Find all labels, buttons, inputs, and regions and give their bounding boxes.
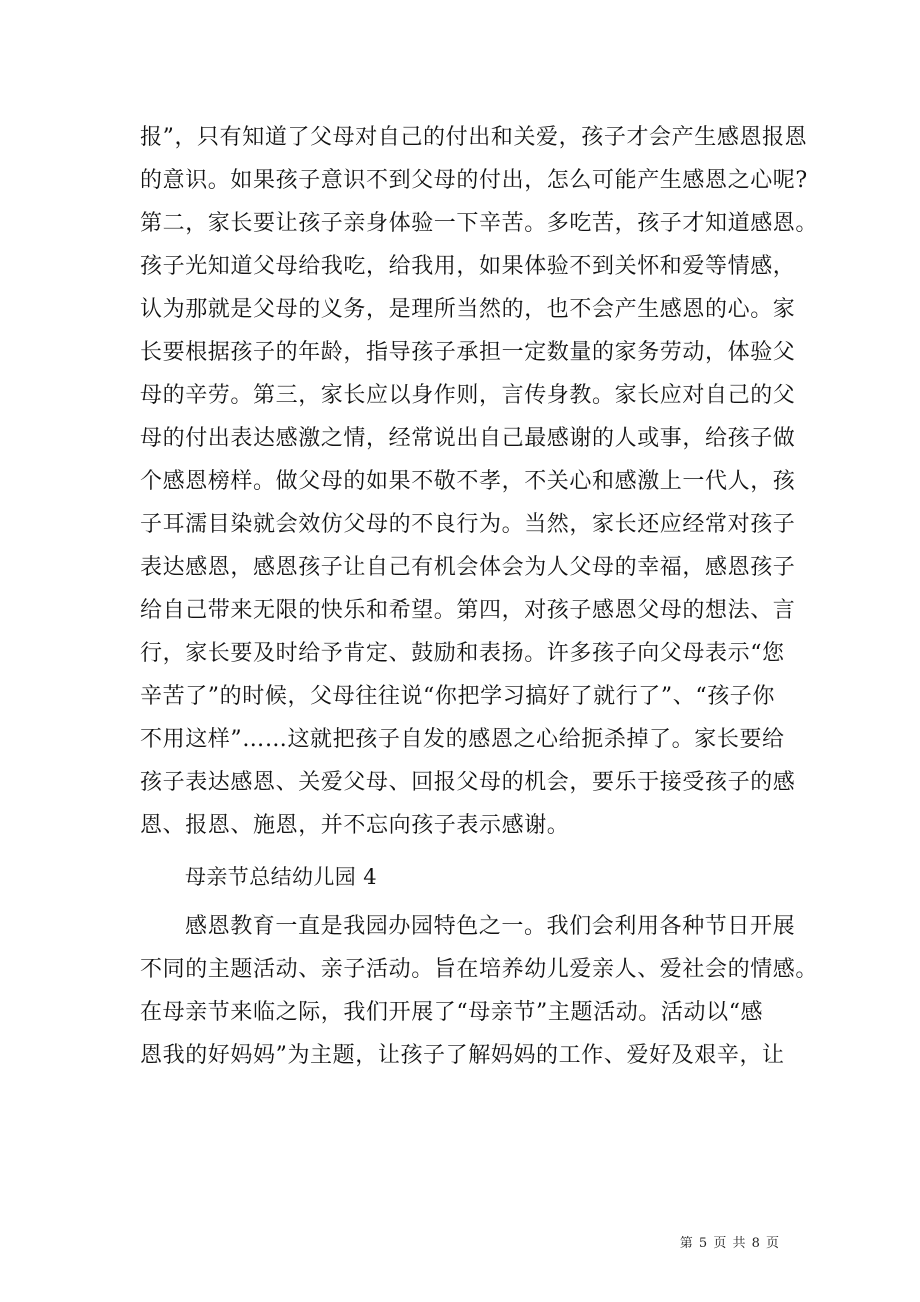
paragraph-line: 孩子表达感恩、关爱父母、回报父母的机会，要乐于接受孩子的感 — [140, 770, 796, 795]
paragraph-line: 不用这样”……这就把孩子自发的感恩之心给扼杀掉了。家长要给 — [140, 727, 785, 752]
paragraph-line: 表达感恩，感恩孩子让自己有机会体会为人父母的幸福，感恩孩子 — [140, 555, 796, 580]
paragraph-line: 第二，家长要让孩子亲身体验一下辛苦。多吃苦，孩子才知道感恩。 — [140, 211, 819, 236]
paragraph-line: 母的付出表达感激之情，经常说出自己最感谢的人或事，给孩子做 — [140, 426, 796, 451]
paragraph-line: 子耳濡目染就会效仿父母的不良行为。当然，家长还应经常对孩子 — [140, 512, 796, 537]
paragraph-line: 恩、报恩、施恩，并不忘向孩子表示感谢。 — [140, 813, 570, 838]
paragraph-line: 长要根据孩子的年龄，指导孩子承担一定数量的家务劳动，体验父 — [140, 340, 796, 365]
paragraph-line: 行，家长要及时给予肯定、鼓励和表扬。许多孩子向父母表示“您 — [140, 641, 785, 666]
paragraph-line: 报”，只有知道了父母对自己的付出和关爱，孩子才会产生感恩报恩 — [140, 125, 808, 150]
paragraph-line: 在母亲节来临之际，我们开展了“母亲节”主题活动。活动以“感 — [140, 1000, 764, 1025]
paragraph-line: 恩我的好妈妈”为主题，让孩子了解妈妈的工作、爱好及艰辛，让 — [140, 1043, 785, 1068]
paragraph-line: 母的辛劳。第三，家长应以身作则，言传身教。家长应对自己的父 — [140, 383, 796, 408]
paragraph-line: 不同的主题活动、亲子活动。旨在培养幼儿爱亲人、爱社会的情感。 — [140, 957, 819, 982]
paragraph-line: 个感恩榜样。做父母的如果不敬不孝，不关心和感激上一代人，孩 — [140, 469, 796, 494]
section-heading: 母亲节总结幼儿园 4 — [185, 865, 378, 889]
paragraph-line: 辛苦了”的时候，父母往往说“你把学习搞好了就行了”、“孩子你 — [140, 684, 775, 709]
paragraph-line: 感恩教育一直是我园办园特色之一。我们会利用各种节日开展 — [185, 914, 796, 939]
page-number: 第 5 页 共 8 页 — [679, 1236, 780, 1251]
paragraph-line: 给自己带来无限的快乐和希望。第四，对孩子感恩父母的想法、言 — [140, 598, 796, 623]
paragraph-line: 孩子光知道父母给我吃，给我用，如果体验不到关怀和爱等情感， — [140, 254, 796, 279]
paragraph-line: 的意识。如果孩子意识不到父母的付出，怎么可能产生感恩之心呢? — [140, 168, 808, 193]
paragraph-line: 认为那就是父母的义务，是理所当然的，也不会产生感恩的心。家 — [140, 297, 796, 322]
